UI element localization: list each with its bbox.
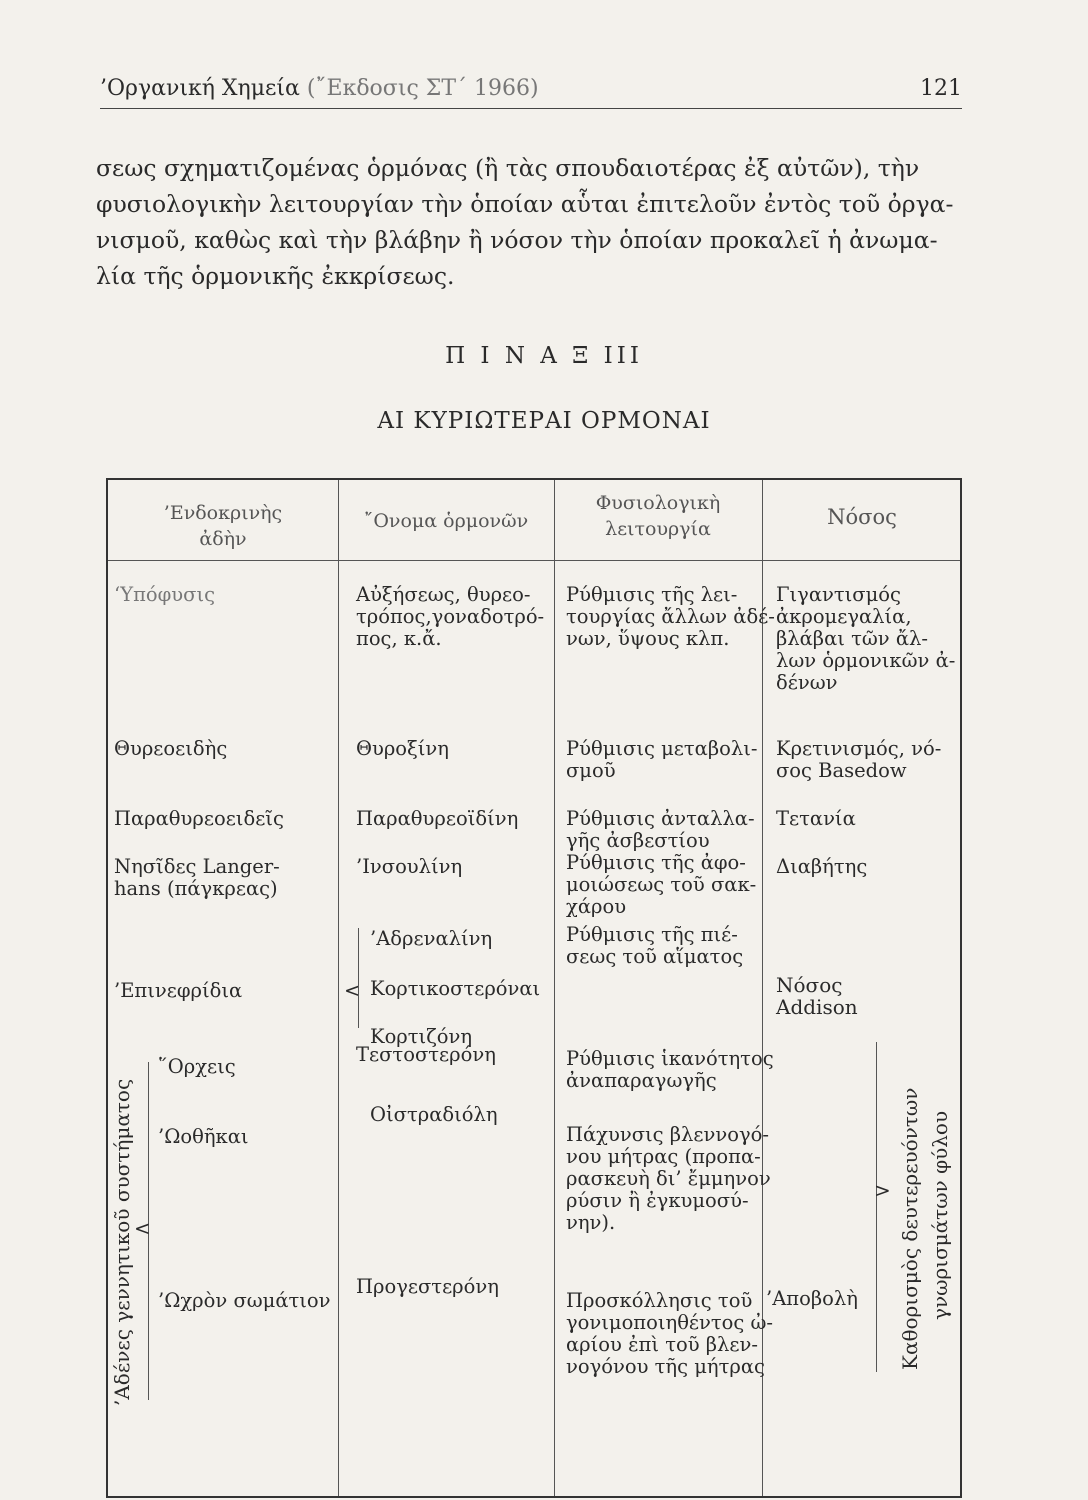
row-langerhans-gland: Νησῖδες Langer- hans (πάγκρεας) (114, 855, 280, 900)
paragraph-line: φυσιολογικὴν λειτουργίαν τὴν ὁποίαν αὗται ἐπιτελοῦν ἐντὸς τοῦ ὀργα- (96, 190, 954, 218)
brace-icon: < (134, 1216, 151, 1240)
row-corpus-luteum-hormone: Προγεστερόνη (356, 1275, 499, 1298)
column-divider (338, 480, 339, 1496)
hormones-table (106, 478, 962, 1498)
header-disease: Νόσος (827, 505, 897, 529)
page-header (100, 74, 962, 109)
page-number: 121 (920, 76, 962, 101)
row-adrenals-function: Ρύθμισις τῆς πιέ- σεως τοῦ αἵματος (566, 923, 744, 968)
intro-paragraph (96, 150, 962, 294)
bracket-line (876, 1042, 877, 1372)
row-testes-gland: ῞Ορχεις (158, 1055, 236, 1078)
shared-note-line-2: γνωρισμάτων φύλου (928, 1110, 952, 1320)
paragraph-line: νισμοῦ, καθὼς καὶ τὴν βλάβην ἢ νόσον τὴν ὁποίαν προκαλεῖ ἡ ἀνωμα- (96, 226, 938, 254)
row-parathyroid-gland: Παραθυρεοειδεῖς (114, 807, 284, 830)
column-divider (554, 480, 555, 1496)
header-rule (108, 560, 960, 561)
row-testes-hormone: Τεστοστερόνη (356, 1043, 496, 1066)
row-adrenals-hormone-1: ’Αδρεναλίνη (370, 927, 493, 950)
row-corpus-luteum-function: Προσκόλλησις τοῦ γονιμοποιηθέντος ὠ- αρίου ἐπὶ τοῦ βλεν- νογόνου τῆς μήτρας (566, 1289, 774, 1378)
header-function: Φυσιολογικὴ λειτουργία (595, 492, 721, 540)
table-subtitle: ΑΙ ΚΥΡΙΩΤΕΡΑΙ ΟΡΜΟΝΑΙ (377, 408, 711, 434)
reproductive-group-label: ’Αδένες γεννητικοῦ συστήματος (110, 1078, 134, 1406)
edition: (῎Εκδοσις ΣΤ΄ 1966) (306, 76, 539, 101)
row-adrenals-hormone-3: Κορτιζόνη (370, 1025, 473, 1048)
paragraph-line: λία τῆς ὁρμονικῆς ἐκκρίσεως. (96, 262, 455, 290)
row-langerhans-function: Ρύθμισις τῆς ἀφο- μοιώσεως τοῦ σακ- χάρου (566, 851, 757, 918)
book-title: ’Οργανική Χημεία (100, 76, 300, 101)
table-label: Π Ι Ν Α Ξ ΙΙΙ (445, 343, 643, 369)
header-gland: ’Ενδοκρινὴς ἀδὴν (163, 502, 283, 550)
shared-note-line-1: Καθορισμὸς δευτερευόντων (898, 1087, 922, 1370)
row-adrenals-hormone-2: Κορτικοστερόναι (370, 977, 541, 1000)
row-ovaries-function: Πάχυνσις βλεννογό- νου μήτρας (προπα- ρασκευὴ δι’ ἔμμηνον ρύσιν ἢ ἐγκυμοσύ- νην). (566, 1123, 771, 1234)
row-thyroid-function: Ρύθμισις μεταβολι- σμοῦ (566, 737, 758, 782)
row-pituitary-gland: ‘Υπόφυσις (114, 583, 216, 606)
row-parathyroid-disease: Τετανία (776, 807, 856, 830)
row-testes-function: Ρύθμισις ἱκανότητος ἀναπαραγωγῆς (566, 1047, 774, 1092)
row-thyroid-gland: Θυρεοειδὴς (114, 737, 228, 760)
bracket-line (358, 928, 359, 1028)
row-parathyroid-function: Ρύθμισις ἀνταλλα- γῆς ἀσβεστίου (566, 807, 755, 852)
row-ovaries-gland: ’Ωοθῆκαι (158, 1125, 249, 1148)
row-pituitary-hormone: Αὐξήσεως, θυρεο- τρόπος,γοναδοτρό- πος, κ.ἄ. (356, 583, 545, 650)
paragraph-line: σεως σχηματιζομένας ὁρμόνας (ἢ τὰς σπουδαιοτέρας ἐξ αὐτῶν), τὴν (96, 154, 920, 182)
row-corpus-luteum-gland: ’Ωχρὸν σωμάτιον (158, 1289, 331, 1312)
header-hormone: ῎Ονομα ὁρμονῶν (363, 510, 529, 532)
brace-icon: < (344, 978, 361, 1002)
row-ovaries-hormone: Οἰστραδιόλη (370, 1103, 498, 1126)
row-parathyroid-hormone: Παραθυρεοϊδίνη (356, 807, 519, 830)
row-pituitary-function: Ρύθμισις τῆς λει- τουργίας ἄλλων ἀδέ- νων, ὕψους κλπ. (566, 583, 775, 650)
row-langerhans-hormone: ’Ινσουλίνη (356, 855, 463, 878)
row-adrenals-gland: ’Επινεφρίδια (114, 979, 243, 1002)
row-thyroid-disease: Κρετινισμός, νό- σος Basedow (776, 737, 942, 782)
brace-icon: > (874, 1178, 891, 1202)
row-corpus-luteum-disease: ’Αποβολὴ (766, 1287, 858, 1310)
running-title (100, 76, 539, 101)
row-pituitary-disease: Γιγαντισμός ἀκρομεγαλία, βλάβαι τῶν ἄλ- λων ὁρμονικῶν ἀ- δένων (776, 583, 956, 694)
row-thyroid-hormone: Θυροξίνη (356, 737, 449, 760)
table-header (108, 480, 960, 558)
row-adrenals-disease: Νόσος Addison (776, 973, 858, 1019)
row-langerhans-disease: Διαβήτης (776, 855, 868, 878)
